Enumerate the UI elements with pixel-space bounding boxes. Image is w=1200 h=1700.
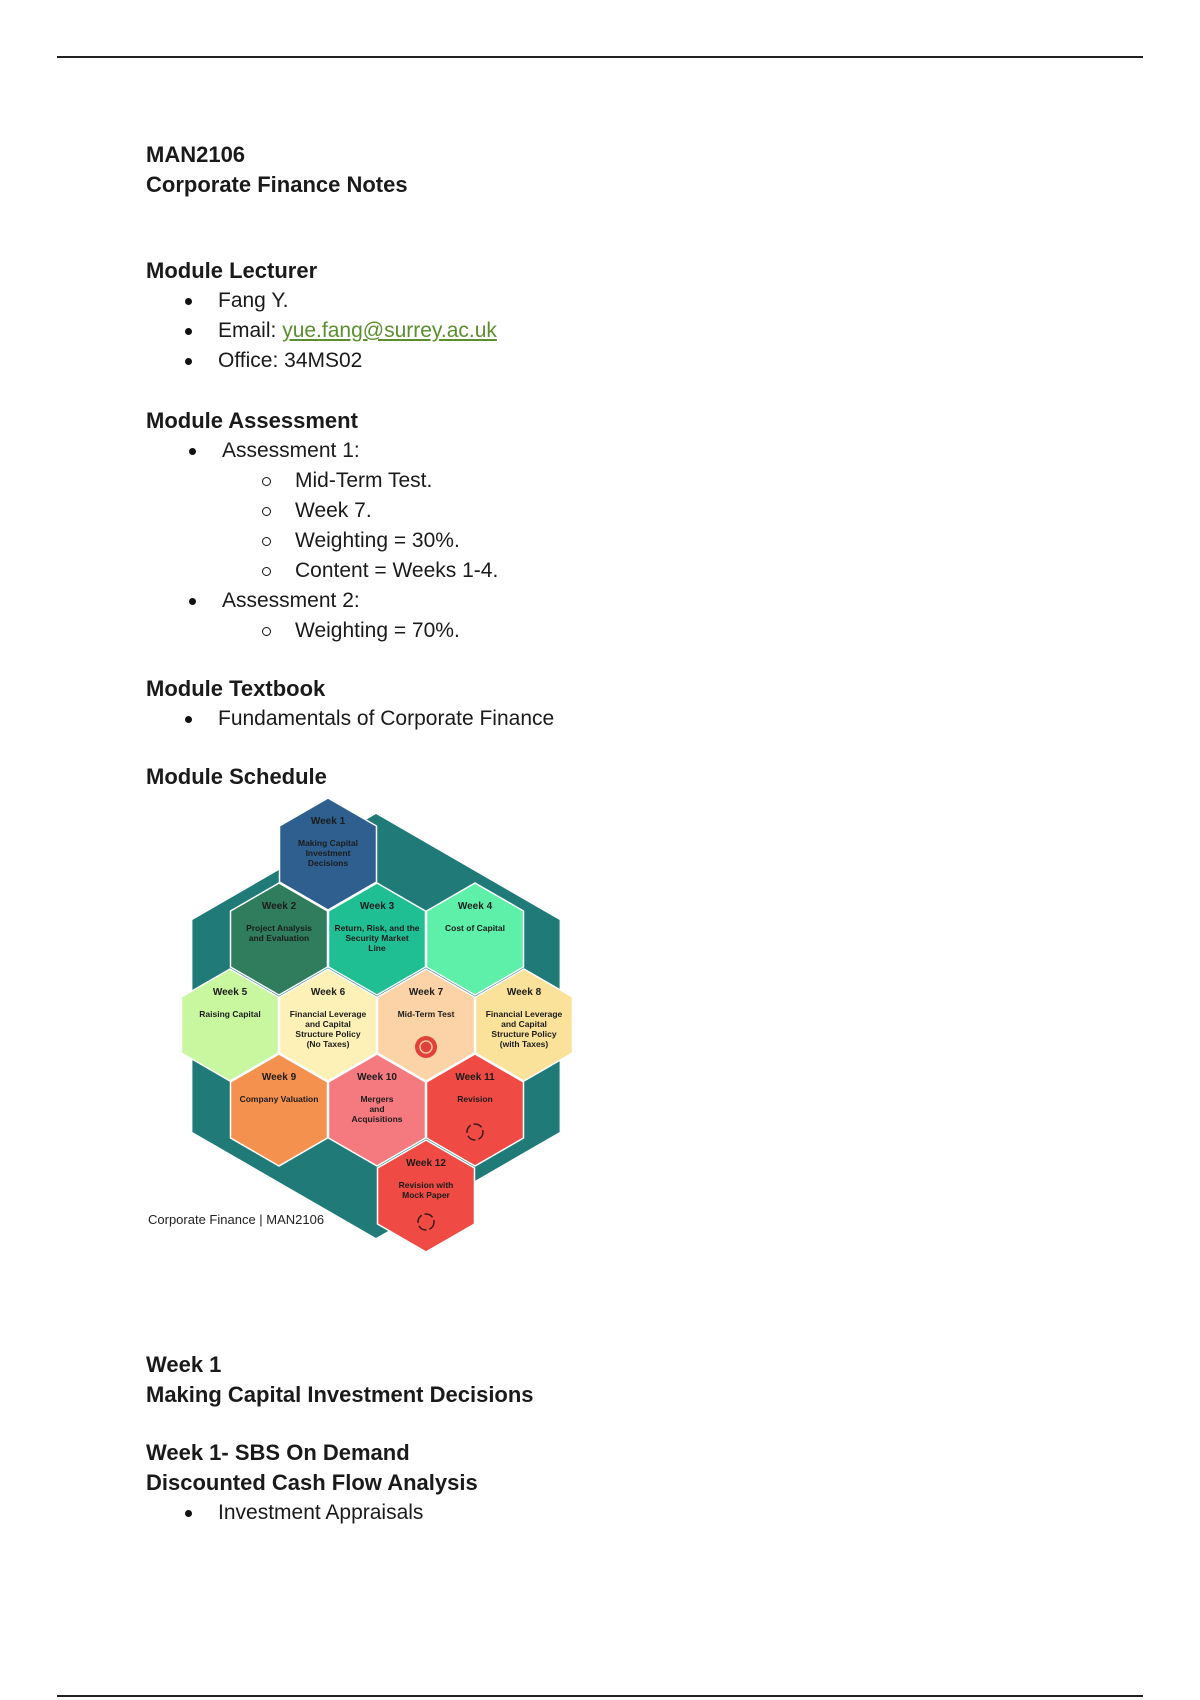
- course-code: MAN2106: [146, 142, 246, 167]
- lecturer-list: [146, 286, 1106, 376]
- textbook-heading: Module Textbook: [146, 676, 326, 701]
- week-label: Week 9: [261, 1072, 297, 1083]
- week-topic-line: and Evaluation: [248, 933, 310, 943]
- assessment-list: [146, 436, 1106, 466]
- lecturer-office: Office: 34MS02: [146, 346, 1106, 376]
- assessment-1-details: [146, 466, 1106, 586]
- week-topic-line: and Capital: [501, 1019, 547, 1029]
- textbook-list: [146, 704, 1106, 734]
- schedule-heading: Module Schedule: [146, 764, 327, 789]
- page-bottom-rule: [57, 1695, 1143, 1697]
- assessment-2-details: [146, 616, 1106, 646]
- target-icon: [415, 1036, 437, 1058]
- email-link[interactable]: yue.fang@surrey.ac.uk: [282, 319, 497, 342]
- lecturer-heading: Module Lecturer: [146, 258, 318, 283]
- week-topic-line: Investment: [305, 848, 351, 858]
- week1-list: [146, 1498, 1106, 1528]
- assessment-item: Assessment 1:: [146, 436, 1106, 466]
- assessment-detail: Weighting = 30%.: [146, 526, 1106, 556]
- week-topic-line: Project Analysis: [246, 923, 312, 933]
- week-topic-line: Raising Capital: [199, 1009, 261, 1019]
- week-label: Week 6: [310, 987, 346, 998]
- assessment-detail: Week 7.: [146, 496, 1106, 526]
- assessment-list-2: [146, 586, 1106, 616]
- page-top-rule: [57, 56, 1143, 58]
- week-label: Week 7: [408, 987, 444, 998]
- week-label: Week 12: [406, 1158, 446, 1169]
- week-topic-line: and: [369, 1104, 385, 1114]
- week-topic-line: Acquisitions: [351, 1114, 403, 1124]
- week-label: Week 3: [359, 901, 395, 912]
- week-topic-line: Financial Leverage: [289, 1009, 367, 1019]
- week-topic-line: (with Taxes): [499, 1039, 549, 1049]
- assessment-detail: Weighting = 70%.: [146, 616, 1106, 646]
- week-label: Week 8: [506, 987, 542, 998]
- lecturer-name: Fang Y.: [146, 286, 1106, 316]
- week1-heading: Week 1: [146, 1352, 222, 1377]
- assessment-item: Assessment 2:: [146, 586, 1106, 616]
- week-topic-line: Decisions: [307, 858, 349, 868]
- course-title: Corporate Finance Notes: [146, 172, 408, 197]
- schedule-hexagon-diagram: [142, 794, 622, 1314]
- week1-item: Investment Appraisals: [146, 1498, 1106, 1528]
- week-topic-line: Cost of Capital: [445, 923, 505, 933]
- week1-sub-title: Discounted Cash Flow Analysis: [146, 1470, 478, 1495]
- week-label: Week 1: [310, 816, 346, 827]
- email-label: Email:: [218, 319, 283, 342]
- week-topic-line: Mock Paper: [402, 1190, 450, 1200]
- week-label: Week 2: [261, 901, 297, 912]
- week-topic-line: (No Taxes): [306, 1039, 350, 1049]
- schedule-caption: Corporate Finance | MAN2106: [148, 1212, 325, 1227]
- assessment-detail: Mid-Term Test.: [146, 466, 1106, 496]
- textbook-item: Fundamentals of Corporate Finance: [146, 704, 1106, 734]
- week-topic-line: Structure Policy: [491, 1029, 557, 1039]
- module-schedule-figure: [142, 794, 622, 1314]
- week-topic-line: Return, Risk, and the: [334, 923, 420, 933]
- week-topic-line: Revision with: [398, 1180, 454, 1190]
- week-label: Week 5: [212, 987, 248, 998]
- week-topic-line: Making Capital: [298, 838, 358, 848]
- week-label: Week 4: [457, 901, 493, 912]
- week1-sub-heading: Week 1- SBS On Demand: [146, 1440, 410, 1465]
- week-label: Week 10: [357, 1072, 397, 1083]
- assessment-detail: Content = Weeks 1-4.: [146, 556, 1106, 586]
- week-topic-line: Line: [368, 943, 386, 953]
- week-topic-line: Structure Policy: [295, 1029, 361, 1039]
- document-page: [146, 140, 1106, 1528]
- week-topic-line: Financial Leverage: [485, 1009, 563, 1019]
- week-topic-line: Security Market: [345, 933, 409, 943]
- week-topic-line: Company Valuation: [239, 1094, 319, 1104]
- week1-title: Making Capital Investment Decisions: [146, 1382, 534, 1407]
- week-topic-line: and Capital: [305, 1019, 351, 1029]
- week-topic-line: Mid-Term Test: [397, 1009, 455, 1019]
- lecturer-email-item: [146, 316, 1106, 346]
- week-topic-line: Mergers: [360, 1094, 394, 1104]
- week-topic-line: Revision: [457, 1094, 493, 1104]
- week-label: Week 11: [455, 1072, 495, 1083]
- assessment-heading: Module Assessment: [146, 408, 358, 433]
